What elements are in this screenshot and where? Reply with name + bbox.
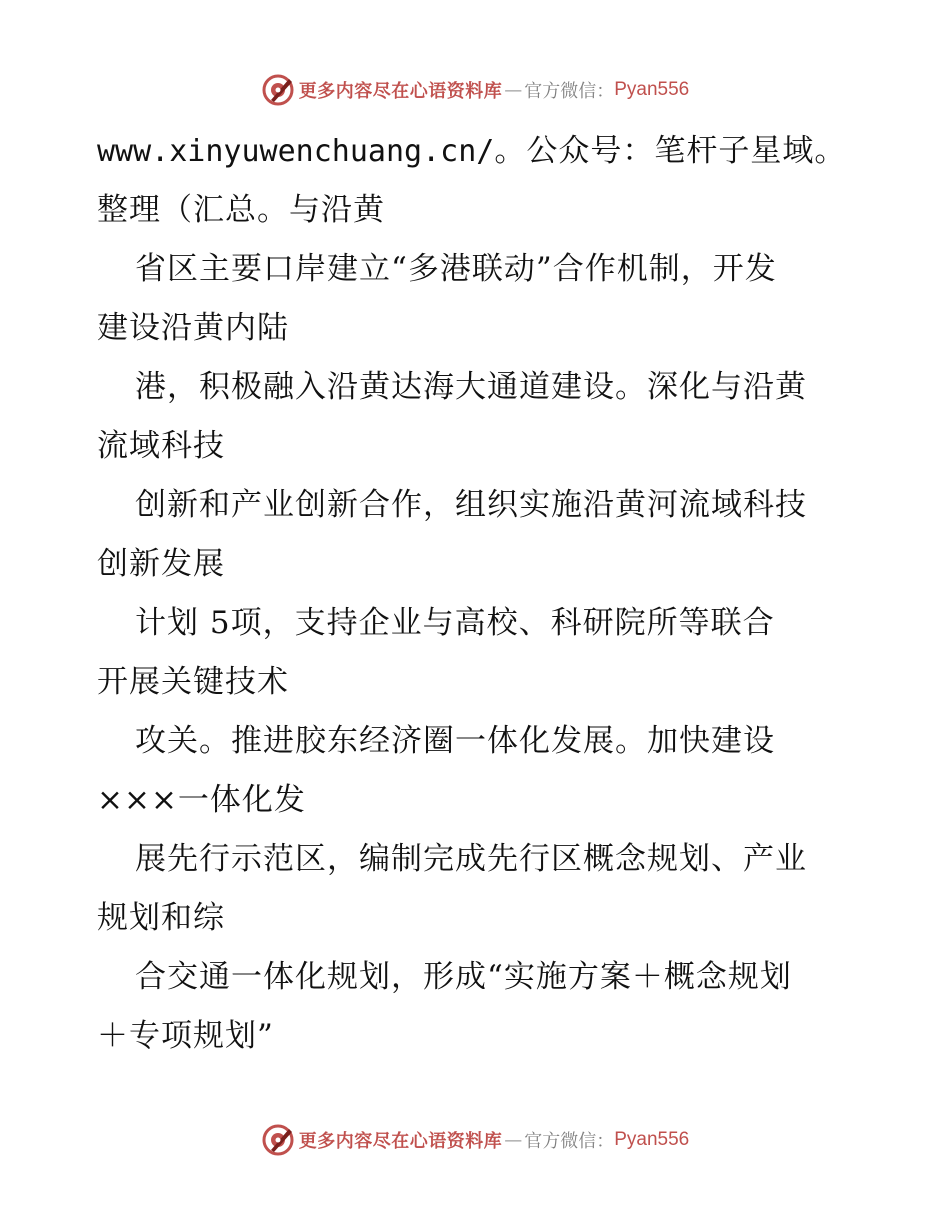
banner-wechat-label: 官方微信： [524, 81, 615, 102]
paragraph-line: 港，积极融入沿黄达海大通道建设。深化与沿黄 [135, 369, 807, 405]
banner-dash: — [504, 79, 523, 101]
website-url: www.xinyuwenchuang.cn/ [97, 134, 495, 169]
text-line: 整理（汇总。与沿黄 [97, 192, 385, 228]
document-body [97, 122, 867, 1066]
paragraph-line: 展先行示范区，编制完成先行区概念规划、产业 [135, 841, 807, 877]
banner-main-text: 更多内容尽在心语资料库 [298, 81, 503, 102]
paragraph-line: 省区主要口岸建立“多港联动”合作机制，开发 [135, 251, 777, 287]
text-line: ×××一体化发 [97, 782, 306, 818]
paragraph-line: 合交通一体化规划，形成“实施方案＋概念规划 [135, 959, 792, 995]
text-line: 创新发展 [97, 546, 225, 582]
header-banner [0, 70, 950, 110]
paragraph-line: 攻关。推进胶东经济圈一体化发展。加快建设 [135, 723, 775, 759]
text-line: 规划和综 [97, 900, 225, 936]
banner-main-text: 更多内容尽在心语资料库 [298, 1131, 503, 1152]
text-line: 流域科技 [97, 428, 225, 464]
banner-wechat-id: Pyan556 [614, 79, 690, 100]
paragraph-line: 创新和产业创新合作，组织实施沿黄河流域科技 [135, 487, 807, 523]
banner-wechat-label: 官方微信： [524, 1131, 615, 1152]
pen-nib-logo-icon [261, 1123, 295, 1157]
text-line [97, 122, 867, 181]
pen-nib-logo-icon [261, 73, 295, 107]
banner-dash: — [504, 1129, 523, 1151]
footer-banner [0, 1120, 950, 1160]
text-segment: 。公众号：笔杆子星域。 [494, 133, 847, 169]
banner-wechat-id: Pyan556 [614, 1129, 690, 1150]
text-line: ＋专项规划” [97, 1018, 274, 1054]
text-line: 建设沿黄内陆 [97, 310, 289, 346]
text-line: 开展关键技术 [97, 664, 289, 700]
paragraph-line: 计划 5项，支持企业与高校、科研院所等联合 [135, 605, 775, 641]
